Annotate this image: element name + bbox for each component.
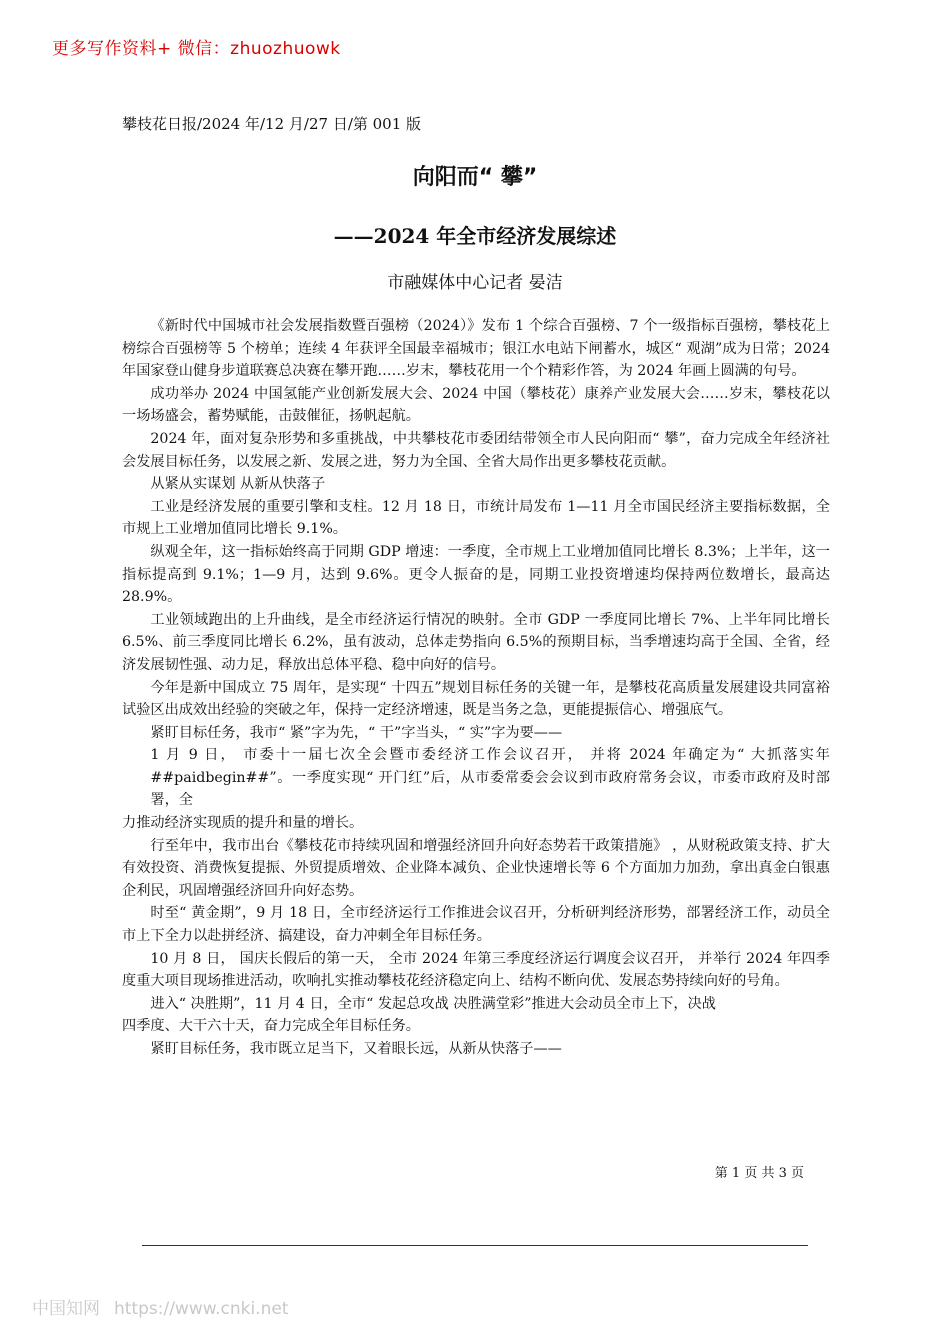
article-byline: 市融媒体中心记者 晏洁 [387,273,563,293]
paragraph: 今年是新中国成立 75 周年，是实现“ 十四五”规划目标任务的关键一年，是攀枝花高质量发展建设共同富裕试验区出成效出经验的突破之年，保持一定经济增速，既是当务之急，更能提振信心、增强底气。 [122,679,830,719]
paragraph: 工业领域跑出的上升曲线，是全市经济运行情况的映射。全市 GDP 一季度同比增长 7%、上半年同比增长 6.5%、前三季度同比增长 6.2%，虽有波动，总体走势指向 6.5%的预期目标，当季增速均高于全国、全省，经济发展韧性强、动力足，释放出总体平稳、稳中向好的信号。 [122,611,830,673]
paragraph: 纵观全年，这一指标始终高于同期 GDP 增速：一季度，全市规上工业增加值同比增长 8.3%；上半年，这一指标提高到 9.1%；1—9 月，达到 9.6%。更令人振奋的是，同期工业投资增速均保持两位数增长，最高达 28.9%。 [122,543,830,606]
paragraph: 紧盯目标任务，我市既立足当下，又着眼长远，从新从快落子—— [150,1041,562,1057]
paragraph-continuation: 力推动经济实现质的提升和量的增长。 [122,815,364,832]
promo-banner: 更多写作资料+ 微信：zhuozhuowk [52,39,341,59]
paragraph: 工业是经济发展的重要引擎和支柱。12 月 18 日，市统计局发布 1—11 月全市国民经济主要指标数据，全市规上工业增加值同比增长 9.1%。 [122,498,830,538]
cnki-watermark [32,1294,288,1319]
article-title: 向阳而“ 攀” [412,165,538,190]
watermark-url: https://www.cnki.net [114,1299,289,1319]
paragraph: 进入“ 决胜期”，11 月 4 日，全市“ 发起总攻战 决胜满堂彩”推进大会动员全市上下，决战 [150,995,716,1012]
paragraph: 时至“ 黄金期”，9 月 18 日，全市经济运行工作推进会议召开，分析研判经济形势，部署经济工作，动员全市上下全力以赴拼经济、搞建设，奋力冲刺全年目标任务。 [122,905,830,945]
paragraph: 成功举办 2024 中国氢能产业创新发展大会、2024 中国（攀枝花）康养产业发展大会……岁末，攀枝花以一场场盛会，蓄势赋能，击鼓催征，扬帆起航。 [122,385,830,425]
paragraph: 10 月 8 日， 国庆长假后的第一天， 全市 2024 年第三季度经济运行调度会议召开， 并举行 2024 年四季度重大项目现场推进活动，吹响扎实推动攀枝花经济稳定向上、结构不断向优、发展态势持续向好的号角。 [122,950,830,990]
paragraph: 紧盯目标任务，我市“ 紧”字为先，“ 干”字当头，“ 实”字为要—— [150,724,563,741]
paragraph: 行至年中，我市出台《攀枝花市持续巩固和增强经济回升向好态势若干政策措施》 ，从财税政策支持、扩大有效投资、消费恢复提振、外贸提质增效、企业降本减负、企业快速增长等 6 个方面加力加劲，拿出真金白银惠企利民，巩固增强经济回升向好态势。 [122,837,830,899]
article-body [122,315,830,1061]
source-line: 攀枝花日报/2024 年/12 月/27 日/第 001 版 [122,115,422,133]
article-subtitle: ——2024 年全市经济发展综述 [333,224,617,248]
section-heading: 从紧从实谋划 从新从快落子 [150,476,326,493]
paragraph: 《新时代中国城市社会发展指数暨百强榜（2024）》发布 1 个综合百强榜、7 个一级指标百强榜，攀枝花上榜综合百强榜等 5 个榜单；连续 4 年获评全国最幸福城市；银江水电站下闸蓄水，城区“ 观湖”成为日常；2024 年国家登山健身步道联赛总决赛在攀开跑……岁末，攀枝花用一个个精彩作答，为 2024 年画上圆满的句号。 [122,318,830,380]
paragraph-hanging: 1 月 9 日， 市委十一届七次全会暨市委经济工作会议召开， 并将 2024 年确定为“ 大抓落实年##paidbegin##”。一季度实现“ 开门红”后，从市委常委会会议到市政府常务会议，市委市政府及时部署，全 [150,747,830,809]
page-number: 第 1 页 共 3 页 [714,1166,804,1181]
paragraph-continuation: 四季度、大干六十天，奋力完成全年目标任务。 [122,1018,420,1035]
watermark-site-name: 中国知网 [32,1299,100,1319]
paragraph: 2024 年，面对复杂形势和多重挑战，中共攀枝花市委团结带领全市人民向阳而“ 攀”，奋力完成全年经济社会发展目标任务，以发展之新、发展之进，努力为全国、全省大局作出更多攀枝花贡献。 [122,430,830,470]
footer-divider [142,1245,808,1246]
